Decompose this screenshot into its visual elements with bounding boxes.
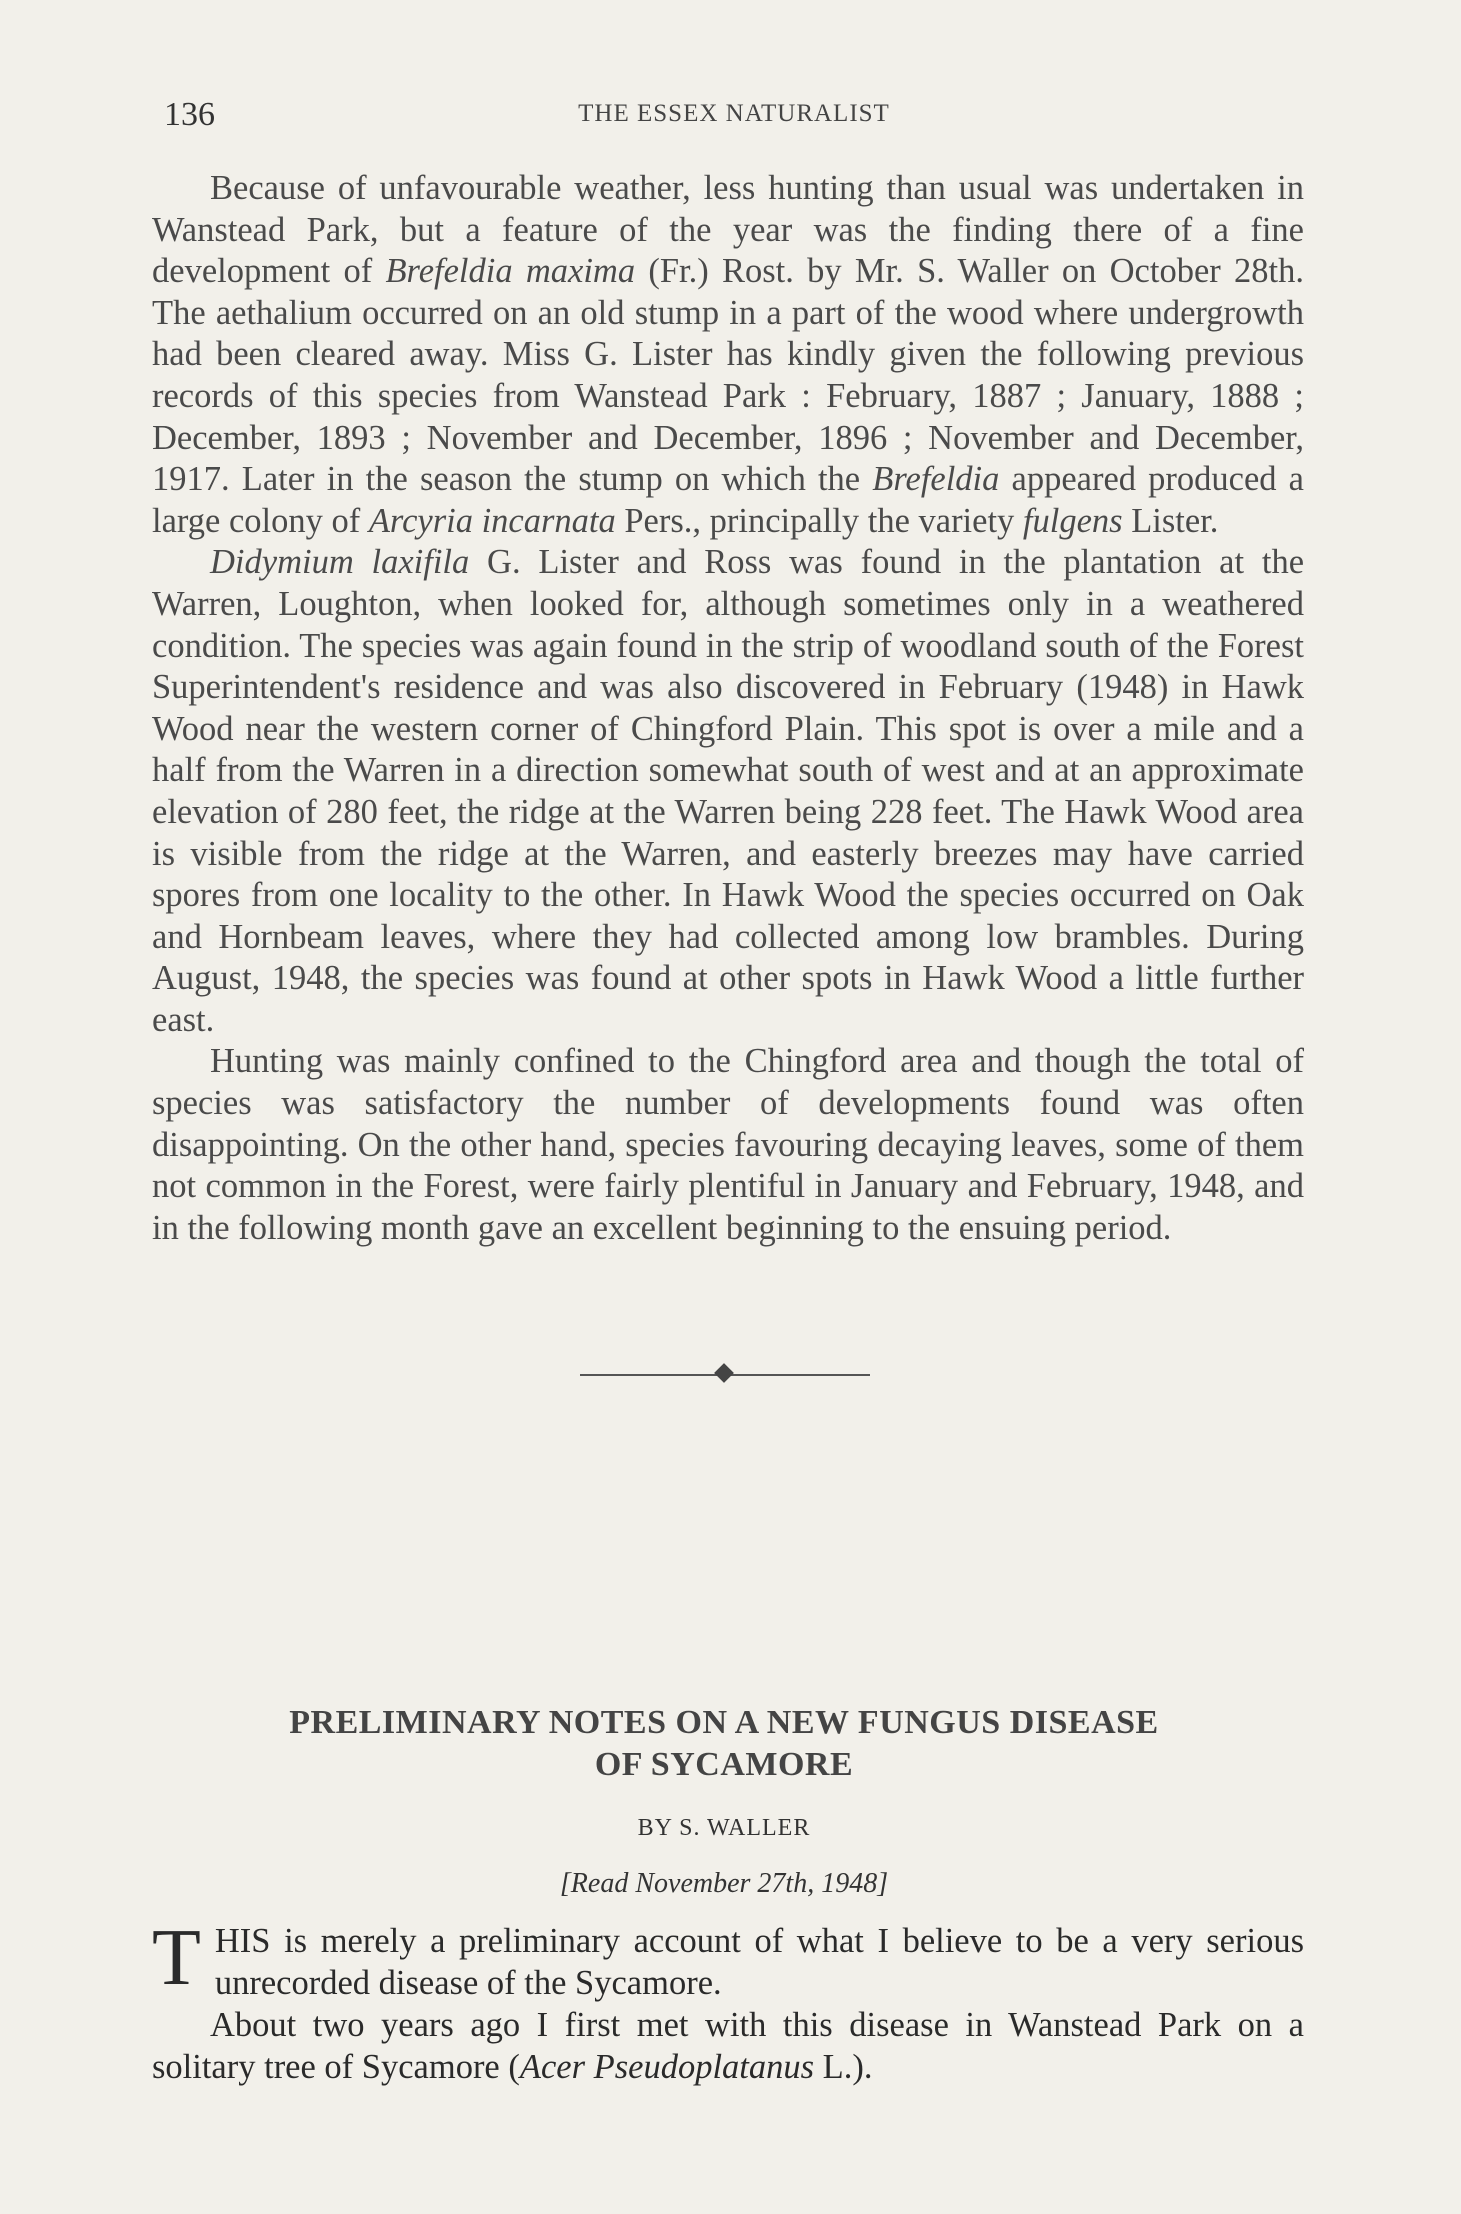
article-paragraph-intro xyxy=(152,1914,1304,2004)
title-line-2: OF SYCAMORE xyxy=(594,1746,854,1783)
species-name: Arcyria incarnata xyxy=(368,501,616,540)
paragraph-hunting: Hunting was mainly confined to the Chingford area and though the total of species was satisfactory the number of developments found was often disappointing. On the other hand, species favouring decaying leaves, some of them not common in the Forest, were fairly plentiful in January and February, 1948, and in the following month gave an excellent beginning to the ensuing period. xyxy=(152,1042,1304,1247)
species-name: Brefeldia xyxy=(872,460,1000,499)
text-run: appeared produced a large colony of xyxy=(152,460,1304,540)
article-body xyxy=(152,1914,1304,2088)
page-number: 136 xyxy=(164,96,215,133)
text-run: About two years ago I first met with this disease in Wanstead Park on a solitary tree of Sycamore ( xyxy=(152,2006,1304,2086)
running-title: THE ESSEX NATURALIST xyxy=(578,100,890,127)
species-name: Brefeldia maxima xyxy=(385,252,636,291)
species-name: Acer Pseudoplatanus xyxy=(519,2048,815,2086)
text-run: L.). xyxy=(814,2048,873,2086)
text-run: Because of unfavourable weather, less hunting than usual was undertaken in Wanstead Park, but a feature of the year was the finding there of a fine development of xyxy=(152,169,1304,291)
diamond-ornament xyxy=(714,1363,734,1383)
drop-cap: T xyxy=(152,1914,201,2002)
title-line-1: PRELIMINARY NOTES ON A NEW FUNGUS DISEASE xyxy=(289,1704,1159,1741)
species-name: Didymium laxifila xyxy=(210,543,470,582)
section-divider xyxy=(580,1360,870,1390)
article-paragraph-discovery xyxy=(152,2004,1304,2088)
page-header xyxy=(164,96,1304,136)
paragraph-didymium xyxy=(152,542,1304,1041)
text-run: (Fr.) Rost. by Mr. S. Waller on October 28th. The aethalium occurred on an old stump in a part of the wood where undergrowth had been cleared away. Miss G. Lister has kindly given the following previous records of this species from Wanstead Park : February, 1887 ; January, 1888 ; December, 1893 ; November and December, 1896 ; November and December, 1917. Later in the season the stump on which the xyxy=(152,252,1304,499)
byline: BY S. WALLER xyxy=(637,1815,811,1841)
read-date: [Read November 27th, 1948] xyxy=(559,1868,889,1899)
text-run: G. Lister and Ross was found in the plantation at the Warren, Loughton, when looked for, although sometimes only in a weathered condition. The species was again found in the strip of woodland south of the Forest Superintendent's residence and was also discovered in February (1948) in Hawk Wood near the western corner of Chingford Plain. This spot is over a mile and a half from the Warren in a direction somewhat south of west and at an approximate elevation of 280 feet, the ridge at the Warren being 228 feet. The Hawk Wood area is visible from the ridge at the Warren, and easterly breezes may have carried spores from one locality to the other. In Hawk Wood the species occurred on Oak and Hornbeam leaves, where they had collected among low brambles. During August, 1948, the species was found at other spots in Hawk Wood a little further east. xyxy=(152,543,1305,1039)
paragraph-brefeldia xyxy=(152,168,1304,542)
text-run: Lister. xyxy=(1122,501,1219,540)
text-run: Pers., principally the variety xyxy=(615,501,1023,540)
species-name: fulgens xyxy=(1022,501,1123,540)
article-title xyxy=(140,1702,1308,1786)
text-run: HIS is merely a preliminary account of what I believe to be a very serious unrecorded disease of the Sycamore. xyxy=(214,1922,1304,2002)
report-body xyxy=(152,168,1304,1249)
